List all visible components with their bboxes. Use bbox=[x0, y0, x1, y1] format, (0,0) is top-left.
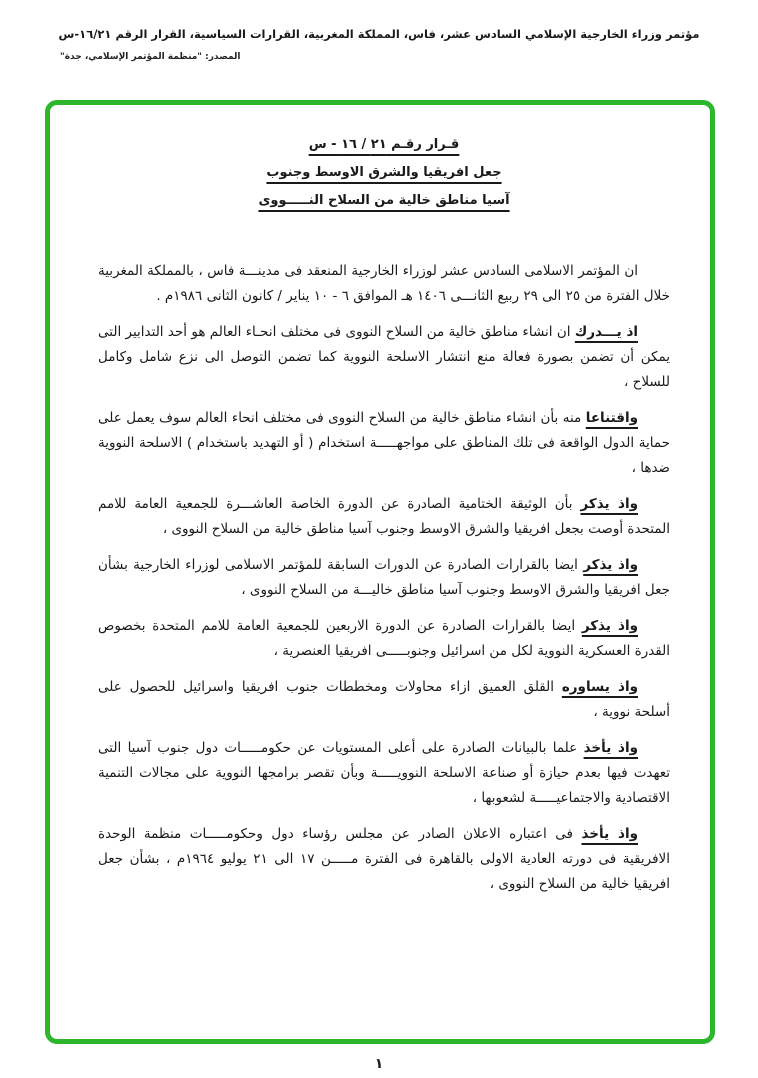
paragraph bbox=[98, 675, 670, 725]
paragraph-lead: واذ يساوره bbox=[561, 679, 638, 695]
paragraph-lead: اذ يـــدرك bbox=[574, 324, 638, 340]
paragraph-lead: واذ يذكر bbox=[580, 496, 638, 512]
document-frame bbox=[45, 100, 715, 1044]
paragraph-lead: واقتناعا bbox=[585, 410, 638, 426]
source-line: المصدر: "منظمة المؤتمر الإسلامي، جدة" bbox=[60, 52, 241, 62]
paragraph-lead: واذ يذكر bbox=[583, 557, 638, 573]
document-header: مؤتمر وزراء الخارجية الإسلامي السادس عشر، فاس، المملكة المغربية، القرارات السياسية، القرار الرقم ١٦/٢١-س bbox=[58, 27, 700, 41]
paragraph bbox=[98, 736, 670, 811]
paragraph bbox=[98, 822, 670, 897]
paragraph-text: فى اعتباره الاعلان الصادر عن مجلس رؤساء دول وحكومـــــات منظمة الوحدة الافريقية فى دورته العادية الاولى بالقاهرة فى الفترة مـــــن ١٧ الى ٢١ يوليو ١٩٦٤م ، بشأن جعل افريقيا خالية من السلاح النووى ، bbox=[98, 826, 671, 892]
paragraph-text: ايضا بالقرارات الصادرة عن الدورة الاربعين للجمعية العامة للامم المتحدة بخصوص القدرة العسكرية النووية لكل من اسرائيل وجنوبـــــى افريقيا العنصرية ، bbox=[98, 618, 670, 659]
resolution-title-line-3: آسيا مناطق خالية من السلاح النـــــووى bbox=[258, 193, 510, 208]
paragraph-text: القلق العميق ازاء محاولات ومخططات جنوب افريقيا واسرائيل للحصول على أسلحة نووية ، bbox=[98, 679, 670, 720]
paragraph-text: منه بأن انشاء مناطق خالية من السلاح النووى فى مختلف انحاء العالم سوف يعمل على حماية الدول الواقعة فى تلك المناطق على مواجهـــــة استخدام ( أو التهديد باستخدام ) الاسلحة النووية ضدها ، bbox=[98, 410, 670, 476]
paragraph-lead: واذ يذكر bbox=[581, 618, 638, 634]
paragraph bbox=[98, 553, 670, 603]
resolution-body bbox=[98, 259, 670, 897]
resolution-title-line-2: جعل افريقيا والشرق الاوسط وجنوب bbox=[266, 165, 502, 180]
paragraph bbox=[98, 406, 670, 481]
paragraph-lead: واذ يأخذ bbox=[583, 740, 638, 756]
paragraph-text: ايضا بالقرارات الصادرة عن الدورات السابقة للمؤتمر الاسلامى لوزراء الخارجية بشأن جعل افريقيا والشرق الاوسط وجنوب آسيا مناطق خاليـــة من السلاح النووى ، bbox=[98, 557, 670, 598]
paragraph-lead: واذ يأخذ bbox=[581, 826, 638, 842]
paragraph-text: بأن الوثيقة الختامية الصادرة عن الدورة الخاصة العاشـــرة للجمعية العامة للامم المتحدة أوصت بجعل افريقيا والشرق الاوسط وجنوب آسيا مناطق خالية من السلاح النووى ، bbox=[98, 496, 670, 537]
resolution-title-block bbox=[258, 131, 509, 215]
paragraph-text: ان المؤتمر الاسلامى السادس عشر لوزراء الخارجية المنعقد فى مدينـــة فاس ، بالمملكة المغربية خلال الفترة من ٢٥ الى ٢٩ ربيع الثانـــى ١٤٠٦ هـ الموافق ٦ - ١٠ يناير / كانون الثانى ١٩٨٦م . bbox=[98, 263, 670, 304]
paragraph bbox=[98, 492, 670, 542]
page-number: ١ bbox=[374, 1056, 384, 1072]
paragraph-text: ان انشاء مناطق خالية من السلاح النووى فى مختلف انحـاء العالم هو أحد التدابير التى يمكن أن تضمن بصورة فعالة منع انتشار الاسلحة النووية كما تضمن التوصل الى نزع شامل وكامل للسلاح ، bbox=[98, 324, 670, 390]
paragraph bbox=[98, 614, 670, 664]
paragraph-preamble bbox=[98, 259, 670, 309]
paragraph bbox=[98, 320, 670, 395]
resolution-title-line-1: قـرار رقـم ٢١ / ١٦ - س bbox=[308, 137, 460, 152]
paragraph-text: علما بالبيانات الصادرة على أعلى المستويات عن حكومـــــات دول جنوب آسيا التى تعهدت فيها بعدم حيازة أو صناعة الاسلحة النوويـــــة وبأن تقصر برامجها النووية على مجالات التنمية الاقتصادية والاجتماعيـــــة لشعوبها ، bbox=[98, 740, 670, 806]
